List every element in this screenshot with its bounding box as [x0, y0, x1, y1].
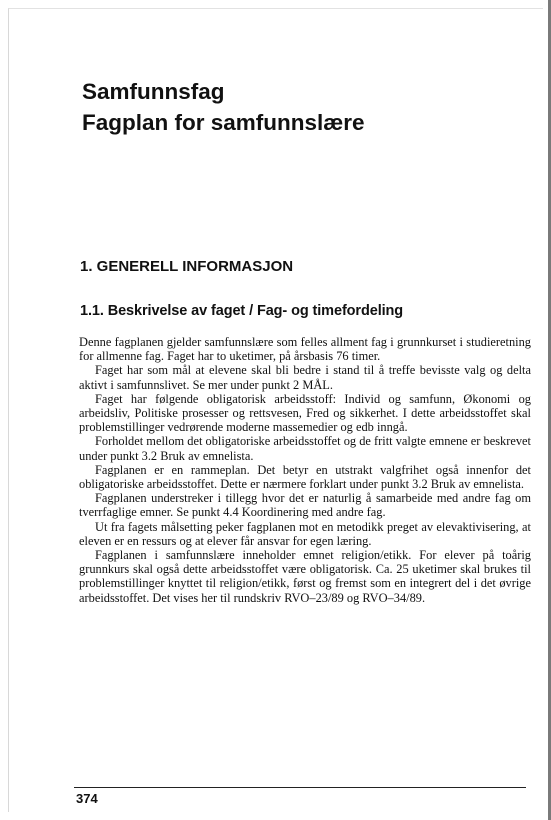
paragraph: Ut fra fagets målsetting peker fagplanen mot en metodikk preget av elevaktivisering, at eleven er en ressurs og at elever får ansvar for egen læring. [79, 519, 531, 548]
footer-rule [74, 787, 526, 788]
paragraph: Denne fagplanen gjelder samfunnslære som felles allment fag i grunnkurset i studieretning for allmenne fag. Faget har to uketimer, på årsbasis 76 timer. [79, 335, 531, 364]
paragraph: Forholdet mellom det obligatoriske arbeidsstoffet og de fritt valgte emnene er beskrevet under punkt 3.2 Bruk av emnelista. [79, 434, 531, 463]
document-title [82, 76, 365, 138]
paragraph: Fagplanen er en rammeplan. Det betyr en utstrakt valgfrihet også innenfor det obligatoriske arbeidsstoffet. Dette er nærmere forklart under punkt 3.2 Bruk av emnelista. [79, 462, 531, 492]
paragraph: Faget har følgende obligatorisk arbeidsstoff: Individ og samfunn, Økonomi og arbeidsliv, Politiske prosesser og rettsvesen, Fred og sikkerhet. I dette arbeidsstoffet skal problemstillinger vedrørende moderne massemedier og edb inngå. [79, 391, 531, 435]
paragraph: Fagplanen i samfunnslære inneholder emnet religion/etikk. For elever på toårig grunnkurs skal også dette arbeidsstoffet være obligatorisk. Ca. 25 uketimer skal brukes til problemstillinger knyttet til religion/etikk, først og fremst som en integrert del i det øvrige arbeidsstoffet. Det vises her til rundskriv RVO–23/89 og RVO–34/89. [79, 548, 531, 605]
title-line-subject: Samfunnsfag [82, 79, 225, 104]
paragraph: Fagplanen understreker i tillegg hvor det er naturlig å samarbeide med andre fag om tverrfaglige emner. Se punkt 4.4 Koordinering med andre fag. [79, 491, 531, 520]
title-line-plan: Fagplan for samfunnslære [82, 110, 365, 135]
page-number: 374 [76, 791, 98, 806]
paragraph: Faget har som mål at elevene skal bli bedre i stand til å treffe bevisste valg og delta aktivt i samfunnslivet. Se mer under punkt 2 MÅL. [79, 363, 531, 392]
section-heading: 1. GENERELL INFORMASJON [80, 258, 294, 275]
subsection-heading: 1.1. Beskrivelse av faget / Fag- og timefordeling [80, 303, 404, 319]
body-text [79, 335, 531, 605]
